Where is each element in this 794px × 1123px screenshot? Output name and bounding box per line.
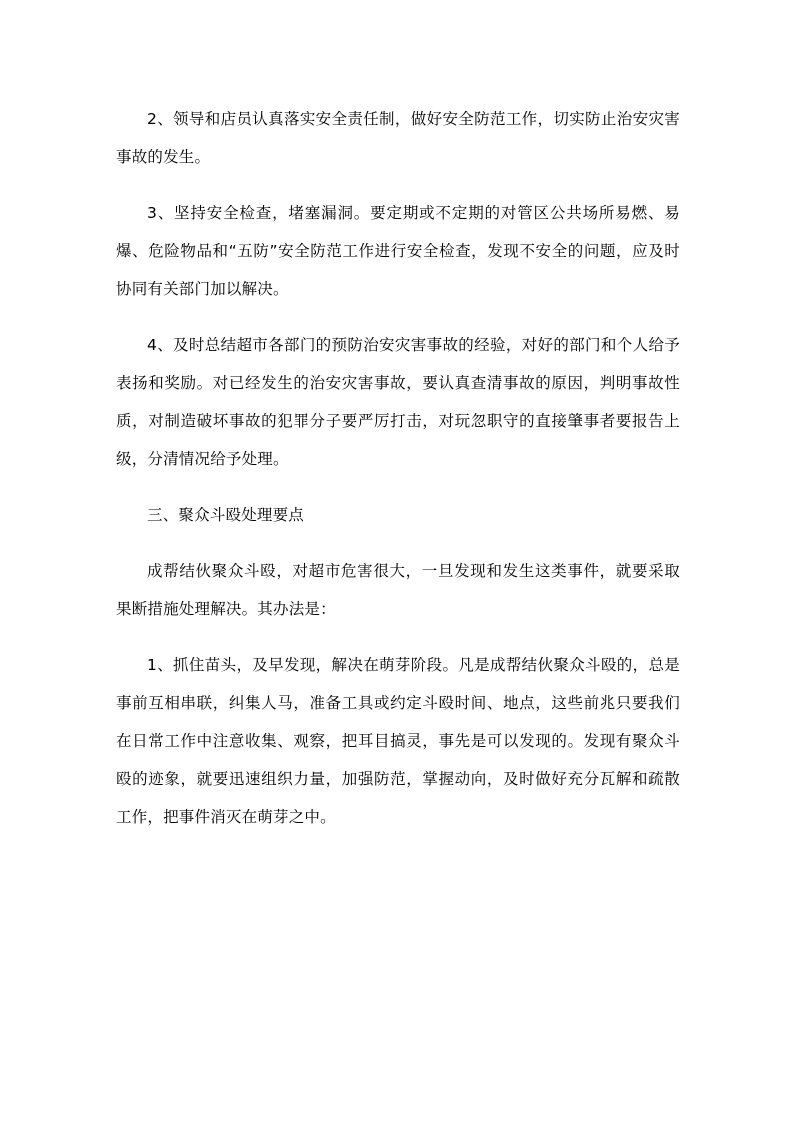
paragraph-gap [116,308,680,326]
section-heading: 三、聚众斗殴处理要点 [147,506,305,524]
paragraph-item-3: 3、坚持安全检查，堵塞漏洞。要定期或不定期的对管区公共场所易燃、易爆、危险物品和“五防”安全防范工作进行安全检查，发现不安全的问题，应及时协同有关部门加以解决。 [116,204,680,298]
document-body [116,100,680,836]
paragraph-gap [116,478,680,496]
section-intro: 成帮结伙聚众斗殴，对超市危害很大，一旦发现和发生这类事件，就要采取果断措施处理解决。其办法是： [116,562,680,618]
paragraph-item-2: 2、领导和店员认真落实安全责任制，做好安全防范工作，切实防止治安灾害事故的发生。 [116,110,680,166]
paragraph-item-1: 1、抓住苗头，及早发现，解决在萌芽阶段。凡是成帮结伙聚众斗殴的，总是事前互相串联，纠集人马，准备工具或约定斗殴时间、地点，这些前兆只要我们在日常工作中注意收集、观察，把耳目搞灵，事先是可以发现的。发现有聚众斗殴的迹象，就要迅速组织力量，加强防范，掌握动向，及时做好充分瓦解和疏散工作，把事件消灭在萌芽之中。 [116,656,680,826]
paragraph-gap [116,176,680,194]
paragraph-item-4: 4、及时总结超市各部门的预防治安灾害事故的经验，对好的部门和个人给予表扬和奖励。对已经发生的治安灾害事故，要认真查清事故的原因，判明事故性质，对制造破坏事故的犯罪分子要严厉打击，对玩忽职守的直接肇事者要报告上级，分清情况给予处理。 [116,336,680,468]
paragraph-gap [116,534,680,552]
paragraph-gap [116,628,680,646]
